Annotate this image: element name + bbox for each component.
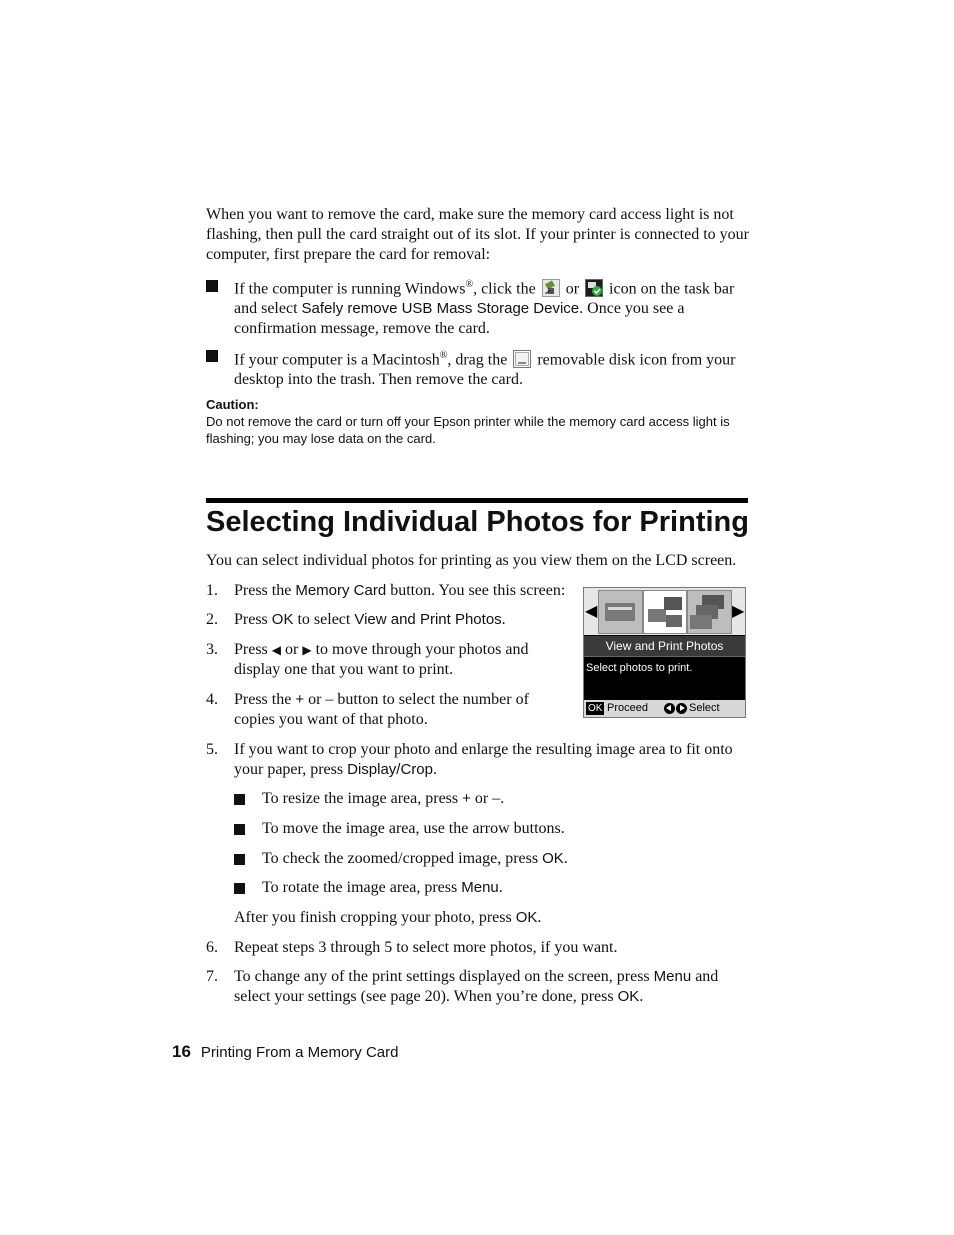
lcd-select-label: Select — [689, 702, 720, 714]
caution-title: Caution: — [206, 397, 259, 412]
step-text: . — [639, 988, 644, 1005]
section-heading — [206, 506, 751, 539]
safely-remove-hardware-green-icon — [585, 279, 603, 297]
lcd-thumbnail-1 — [598, 590, 643, 634]
bullet-text: . — [563, 850, 568, 867]
bullet-text: To check the zoomed/cropped image, press — [262, 850, 539, 867]
step-text: button. You see this screen: — [390, 582, 566, 599]
step-number: 1. — [206, 582, 218, 599]
confirmation-text: . Once you see a confirmation message, remove the card. — [234, 300, 685, 338]
step-text: If you want to crop your photo and enlarge the resulting image area to fit onto your paper, press — [234, 741, 733, 778]
lcd-title: View and Print Photos — [584, 636, 745, 656]
step-number: 4. — [206, 691, 218, 708]
display-crop-button-label: Display/Crop — [347, 761, 433, 778]
or-text: or — [565, 280, 580, 298]
step-number: 5. — [206, 741, 218, 758]
step-text: Press — [234, 611, 268, 628]
bullet-marker — [234, 824, 245, 835]
step-text: To change any of the print settings displayed on the screen, press — [234, 968, 650, 985]
bullet-marker — [234, 883, 245, 894]
step-text: to select — [297, 611, 351, 628]
desktop-trash-text: removable disk icon from your desktop into the trash. Then remove the card. — [234, 351, 736, 389]
mac-text: If your computer is a Macintosh — [234, 351, 440, 369]
lcd-left-nav-icon: ◀ — [585, 601, 598, 620]
step-3 — [234, 640, 564, 680]
step-6 — [234, 938, 754, 958]
lcd-thumbnail-3 — [687, 590, 732, 634]
lcd-screen — [583, 587, 746, 718]
lcd-right-button-icon — [676, 703, 687, 714]
ok-button-label: OK — [542, 850, 564, 867]
memory-card-button-label: Memory Card — [295, 582, 387, 599]
step-text: or — [285, 641, 299, 658]
after-crop-text — [234, 908, 734, 928]
caution-note — [206, 397, 751, 447]
caution-body: Do not remove the card or turn off your Epson printer while the memory card access light is flashing; you may lose data on the card. — [206, 414, 730, 446]
step-text: and select your settings (see page 20). When you’re done, press — [234, 968, 719, 1005]
right-arrow-icon: ▶ — [302, 643, 312, 657]
safely-remove-hardware-icon — [542, 279, 560, 297]
crop-bullet-resize — [262, 789, 742, 809]
step-1 — [234, 581, 584, 601]
step-4 — [234, 690, 564, 730]
after-crop-sentence: After you finish cropping your photo, press — [234, 909, 512, 926]
removable-disk-icon — [513, 350, 531, 368]
lcd-left-button-icon — [664, 703, 675, 714]
section-title: Selecting Individual Photos for Printing — [206, 506, 749, 538]
windows-text: If the computer is running Windows — [234, 280, 466, 298]
step-5 — [234, 740, 754, 780]
taskbar-text: icon on the task bar and select — [234, 280, 735, 318]
step-number: 3. — [206, 641, 218, 658]
step-text: Press the — [234, 691, 292, 708]
menu-button-label: Menu — [461, 879, 499, 896]
plus-button-label: + — [462, 790, 471, 807]
bullet-text: To move the image area, use the arrow buttons. — [262, 820, 565, 837]
crop-bullet-rotate — [262, 878, 742, 898]
crop-bullet-move — [262, 819, 742, 839]
left-arrow-icon: ◀ — [271, 643, 282, 657]
safely-remove-label: Safely remove USB Mass Storage Device — [301, 300, 580, 318]
registered-mark: ® — [465, 279, 474, 290]
bullet-text: To rotate the image area, press — [262, 879, 458, 896]
section-rule — [206, 498, 748, 503]
step-text: . — [501, 611, 506, 628]
step-number: 7. — [206, 968, 218, 985]
bullet-text: or –. — [474, 790, 505, 807]
registered-mark: ® — [439, 350, 448, 361]
step-number: 2. — [206, 611, 218, 628]
plus-button-label: + — [295, 691, 305, 708]
page-number: 16 — [172, 1042, 191, 1061]
intro-text: When you want to remove the card, make sure the memory card access light is not flashing, then pull the card straight out of its slot. If your printer is connected to your computer, first prepare the card for removal: — [206, 206, 749, 263]
bullet-marker — [206, 350, 218, 362]
step-text: . — [432, 761, 437, 778]
windows-removal-item — [234, 275, 754, 339]
page-footer — [172, 1042, 398, 1062]
lcd-message: Select photos to print. — [586, 662, 693, 674]
view-and-print-label: View and Print Photos — [354, 611, 502, 628]
crop-bullet-check — [262, 849, 742, 869]
bullet-text: . — [498, 879, 503, 896]
lcd-thumbnail-strip — [584, 588, 745, 635]
lcd-right-nav-icon: ▶ — [732, 601, 745, 620]
step-text: to move through your photos and display one that you want to print. — [234, 641, 529, 678]
step-7 — [234, 967, 749, 1007]
ok-button-label: OK — [617, 988, 640, 1005]
mac-removal-item — [234, 346, 754, 390]
menu-button-label: Menu — [653, 968, 692, 985]
lcd-ok-badge: OK — [588, 703, 603, 714]
lcd-footer — [584, 700, 745, 717]
step-text: Press — [234, 641, 268, 658]
bullet-text: To resize the image area, press — [262, 790, 459, 807]
step-text: Repeat steps 3 through 5 to select more photos, if you want. — [234, 939, 618, 956]
section-intro: You can select individual photos for printing as you view them on the LCD screen. — [206, 552, 737, 569]
lcd-proceed-label: Proceed — [607, 702, 648, 714]
bullet-marker — [234, 794, 245, 805]
bullet-marker — [206, 280, 218, 292]
step-text: Press the — [234, 582, 292, 599]
step-2 — [234, 610, 574, 630]
footer-section-title: Printing From a Memory Card — [200, 1044, 399, 1061]
step-text: or – button to select the number of copies you want of that photo. — [234, 691, 529, 728]
ok-button-label: OK — [515, 909, 538, 926]
drag-the-text: , drag the — [447, 351, 508, 369]
after-crop-sentence: . — [537, 909, 542, 926]
bullet-marker — [234, 854, 245, 865]
ok-button-label: OK — [271, 611, 294, 628]
intro-paragraph — [206, 205, 751, 265]
lcd-thumbnail-2-selected — [643, 590, 687, 634]
step-number: 6. — [206, 939, 218, 956]
click-the-text: , click the — [473, 280, 536, 298]
